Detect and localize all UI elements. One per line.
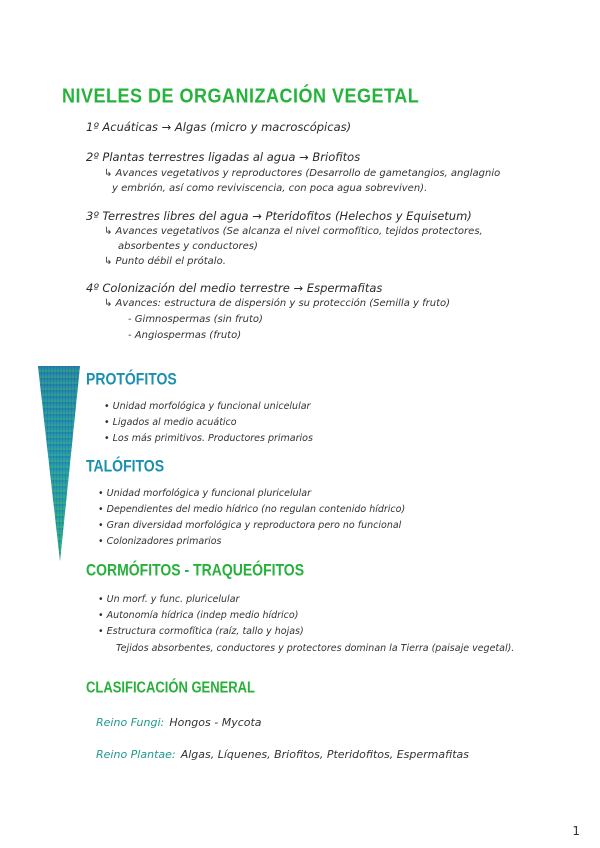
level-3-detail-3: ↳ Punto débil el prótalo. bbox=[104, 256, 226, 267]
reino-label: Reino Fungi: bbox=[96, 716, 165, 729]
level-3-detail-1: ↳ Avances vegetativos (Se alcanza el nivel cormofítico, tejidos protectores, bbox=[104, 226, 483, 237]
protofitos-bullet-3: • Los más primitivos. Productores primarios bbox=[104, 433, 313, 444]
reino-label: Reino Plantae: bbox=[96, 748, 176, 761]
level-3-detail-2: absorbentes y conductores) bbox=[118, 241, 258, 252]
section-heading-cormofitos: CORMÓFITOS - TRAQUEÓFITOS bbox=[86, 560, 305, 580]
level-3: 3º Terrestres libres del agua → Pteridofitos (Helechos y Equisetum) bbox=[86, 209, 472, 223]
talofitos-bullet-2: • Dependientes del medio hídrico (no regulan contenido hídrico) bbox=[98, 504, 406, 515]
cormofitos-bullet-1: • Un morf. y func. pluricelular bbox=[98, 594, 240, 605]
level-4-detail-1: ↳ Avances: estructura de dispersión y su protección (Semilla y fruto) bbox=[104, 298, 451, 309]
section-heading-protofitos: PROTÓFITOS bbox=[86, 369, 177, 389]
reino-text: Algas, Líquenes, Briofitos, Pteridofitos, Espermafitas bbox=[180, 748, 470, 761]
level-2-detail-1: ↳ Avances vegetativos y reproductores (Desarrollo de gametangios, anglagnio bbox=[104, 168, 501, 179]
page-title: NIVELES DE ORGANIZACIÓN VEGETAL bbox=[62, 84, 420, 107]
cormofitos-bullet-2: • Autonomía hídrica (indep medio hídrico) bbox=[98, 610, 299, 621]
level-4: 4º Colonización del medio terrestre → Espermafitas bbox=[86, 281, 383, 295]
section-heading-clasificacion: CLASIFICACIÓN GENERAL bbox=[86, 678, 255, 696]
level-4-detail-2: - Gimnospermas (sin fruto) bbox=[128, 314, 263, 325]
level-2-detail-2: y embrión, así como reviviscencia, con poca agua sobreviven). bbox=[112, 183, 428, 194]
protofitos-bullet-2: • Ligados al medio acuático bbox=[104, 417, 237, 428]
reino-row-fungi bbox=[96, 711, 262, 730]
protofitos-bullet-1: • Unidad morfológica y funcional unicelular bbox=[104, 401, 311, 412]
organization-gradient-triangle bbox=[36, 366, 82, 562]
section-heading-talofitos: TALÓFITOS bbox=[86, 456, 165, 476]
reino-text: Hongos - Mycota bbox=[169, 716, 262, 729]
level-1: 1º Acuáticas → Algas (micro y macroscópicas) bbox=[86, 120, 352, 134]
cormofitos-bullet-3: • Estructura cormofítica (raíz, tallo y hojas) bbox=[98, 626, 304, 637]
talofitos-bullet-1: • Unidad morfológica y funcional pluricelular bbox=[98, 488, 311, 499]
talofitos-bullet-4: • Colonizadores primarios bbox=[98, 536, 222, 547]
level-4-detail-3: - Angiospermas (fruto) bbox=[128, 330, 242, 341]
reino-row-plantae bbox=[96, 743, 469, 762]
page-number: 1 bbox=[572, 824, 580, 838]
talofitos-bullet-3: • Gran diversidad morfológica y reproductora pero no funcional bbox=[98, 520, 402, 531]
cormofitos-bullet-4: Tejidos absorbentes, conductores y protectores dominan la Tierra (paisaje vegetal). bbox=[116, 643, 515, 654]
level-2: 2º Plantas terrestres ligadas al agua → Briofitos bbox=[86, 150, 361, 164]
